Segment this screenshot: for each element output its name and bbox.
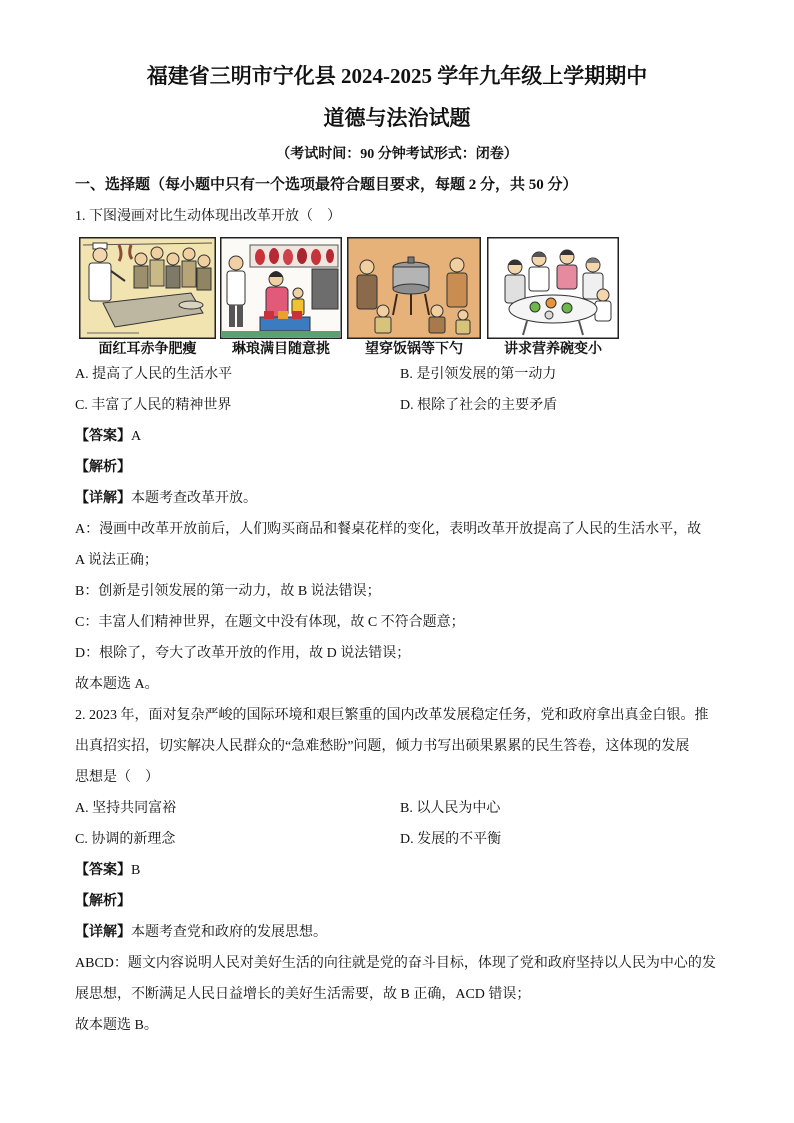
- q1-stem: 1. 下图漫画对比生动体现出改革开放（ ）: [75, 209, 341, 224]
- scale-plate: [179, 301, 203, 309]
- adult-figure-right: [447, 258, 467, 307]
- q1-option-a[interactable]: A. 提高了人民的生活水平: [75, 367, 233, 382]
- q2-stem-line: 出真招实招，切实解决人民群众的“急难愁盼”问题，倾力书写出硕果累累的民生答卷，这体现的发展: [75, 739, 690, 754]
- cartoon-waiting-pot-image: [347, 237, 481, 339]
- section-heading: 一、选择题（每小题中只有一个选项最符合题目要求，每题 2 分，共 50 分）: [75, 177, 578, 193]
- q2-detail-line: ABCD：题文内容说明人民对美好生活的向往就是党的奋斗目标，体现了党和政府坚持以人民为中心的发: [75, 956, 716, 971]
- cartoon-panel-3: [347, 237, 481, 357]
- exam-info: （考试时间：90 分钟考试形式：闭卷）: [276, 147, 518, 162]
- q1-options-row-1: [75, 359, 725, 390]
- q2-detail-line: 展思想，不断满足人民日益增长的美好生活需要，故 B 正确，ACD 错误；: [75, 987, 531, 1002]
- cartoon-caption-2: 琳琅满目随意挑: [232, 342, 330, 357]
- q1-detail-line: B：创新是引领发展的第一动力，故 B 说法错误；: [75, 584, 381, 599]
- q1-detail-line: A 说法正确；: [75, 553, 158, 568]
- cartoon-caption-4: 讲求营养碗变小: [504, 342, 602, 357]
- cartoon-nutrition-table-image: [487, 237, 619, 339]
- q2-detail-intro: [75, 917, 725, 948]
- child-figure: [292, 288, 304, 315]
- cartoon-panel-2: [220, 237, 342, 357]
- q2-analysis-label: 【解析】: [75, 894, 131, 909]
- q1-detail-intro: [75, 483, 725, 514]
- q2-answer: [75, 855, 725, 886]
- q2-options-row-2: [75, 824, 725, 855]
- detail-intro-text: 本题考查党和政府的发展思想。: [131, 925, 327, 940]
- answer-value: A: [131, 429, 142, 444]
- detail-label: 【详解】: [75, 491, 131, 506]
- q2-options-row-1: [75, 793, 725, 824]
- exam-subject-title: 道德与法治试题: [323, 106, 471, 130]
- answer-label: 【答案】: [75, 863, 131, 878]
- adult-figure-left: [357, 260, 377, 309]
- cartoon-caption-1: 面红耳赤争肥瘦: [98, 342, 197, 357]
- q1-option-d[interactable]: D. 根除了社会的主要矛盾: [400, 398, 558, 413]
- answer-value: B: [131, 863, 141, 878]
- q2-stem-line: 2. 2023 年，面对复杂严峻的国际环境和艰巨繁重的国内改革发展稳定任务，党和政府拿出真金白银。推: [75, 708, 709, 723]
- q1-detail-line: A：漫画中改革开放前后，人们购买商品和餐桌花样的变化，表明改革开放提高了人民的生活水平，故: [75, 522, 702, 537]
- q1-detail-line: D：根除了，夸大了改革开放的作用，故 D 说法错误；: [75, 646, 411, 661]
- q1-analysis-label: 【解析】: [75, 460, 131, 475]
- detail-label: 【详解】: [75, 925, 131, 940]
- cartoon-panel-4: [487, 237, 619, 357]
- cartoon-panel-1: [79, 237, 216, 357]
- detail-intro-text: 本题考查改革开放。: [131, 491, 257, 506]
- exam-title: 福建省三明市宁化县 2024-2025 学年九年级上学期期中: [146, 64, 648, 88]
- floor-strip: [222, 331, 340, 337]
- cartoon-butcher-counter-image: [79, 237, 216, 339]
- answer-label: 【答案】: [75, 429, 131, 444]
- q1-detail-line: C：丰富人们精神世界，在题文中没有体现，故 C 不符合题意；: [75, 615, 465, 630]
- q2-conclusion: 故本题选 B。: [75, 1018, 158, 1033]
- q1-option-b[interactable]: B. 是引领发展的第一动力: [400, 367, 557, 382]
- q1-conclusion: 故本题选 A。: [75, 677, 159, 692]
- q1-option-c[interactable]: C. 丰富了人民的精神世界: [75, 398, 232, 413]
- q1-cartoon-row: [75, 232, 725, 359]
- cartoon-caption-3: 望穿饭锅等下勺: [365, 342, 463, 357]
- q1-answer: [75, 421, 725, 452]
- q2-option-c[interactable]: C. 协调的新理念: [75, 832, 176, 847]
- q2-option-d[interactable]: D. 发展的不平衡: [400, 832, 502, 847]
- cartoon-market-image: [220, 237, 342, 339]
- q2-stem-line: 思想是（ ）: [75, 770, 159, 785]
- q2-option-a[interactable]: A. 坚持共同富裕: [75, 801, 177, 816]
- q2-option-b[interactable]: B. 以人民为中心: [400, 801, 501, 816]
- q1-options-row-2: [75, 390, 725, 421]
- exam-body: [75, 170, 725, 1041]
